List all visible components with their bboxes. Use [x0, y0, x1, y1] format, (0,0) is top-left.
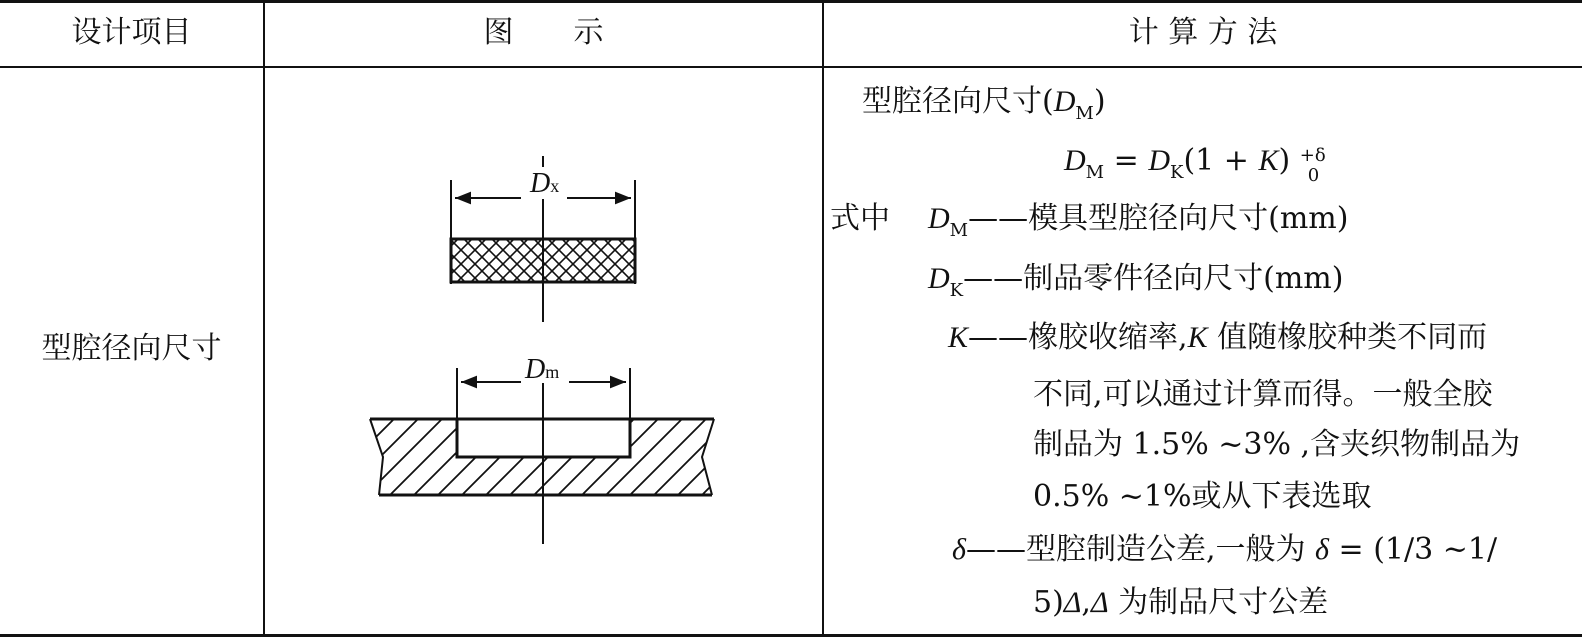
main-formula: $D_M = D_K(1 + K)$ +δ 0 — [1064, 143, 1326, 186]
item-cavity-radial-size: 型腔径向尺寸 — [41, 331, 222, 366]
header-diagram: 图 示 — [483, 15, 604, 50]
lower-dimension-label: Dm — [525, 354, 560, 385]
def-k-line1: K——橡胶收缩率,K 值随橡胶种类不同而 — [948, 320, 1488, 355]
def-k-line4: 0.5% ~1%或从下表选取 — [1033, 479, 1372, 514]
table-bottom-border — [0, 634, 1582, 637]
method-heading: 型腔径向尺寸$(D_M)$ — [862, 84, 1106, 124]
where-label: 式中 — [830, 201, 890, 236]
header-design-item: 设计项目 — [71, 15, 192, 50]
cavity-diagram — [265, 68, 822, 634]
def-delta-line1: δ——型腔制造公差,一般为 δ = (1/3 ~1/ — [952, 532, 1498, 567]
def-delta-line2: 5)Δ,Δ 为制品尺寸公差 — [1033, 585, 1329, 620]
upper-dimension-label: Dx — [530, 168, 560, 199]
table-top-border — [0, 0, 1582, 3]
def-k-line3: 制品为 1.5% ~3% ,含夹织物制品为 — [1033, 427, 1521, 462]
def-k-line2: 不同,可以通过计算而得。一般全胶 — [1033, 377, 1493, 412]
def-dk: $D_K——$制品零件径向尺寸(mm) — [928, 261, 1344, 301]
tolerance-stack: +δ 0 — [1299, 145, 1326, 186]
def-dm: $D_M——$模具型腔径向尺寸(mm) — [928, 201, 1349, 241]
column-divider-2 — [822, 0, 824, 637]
header-calc-method: 计 算 方 法 — [1128, 15, 1278, 50]
